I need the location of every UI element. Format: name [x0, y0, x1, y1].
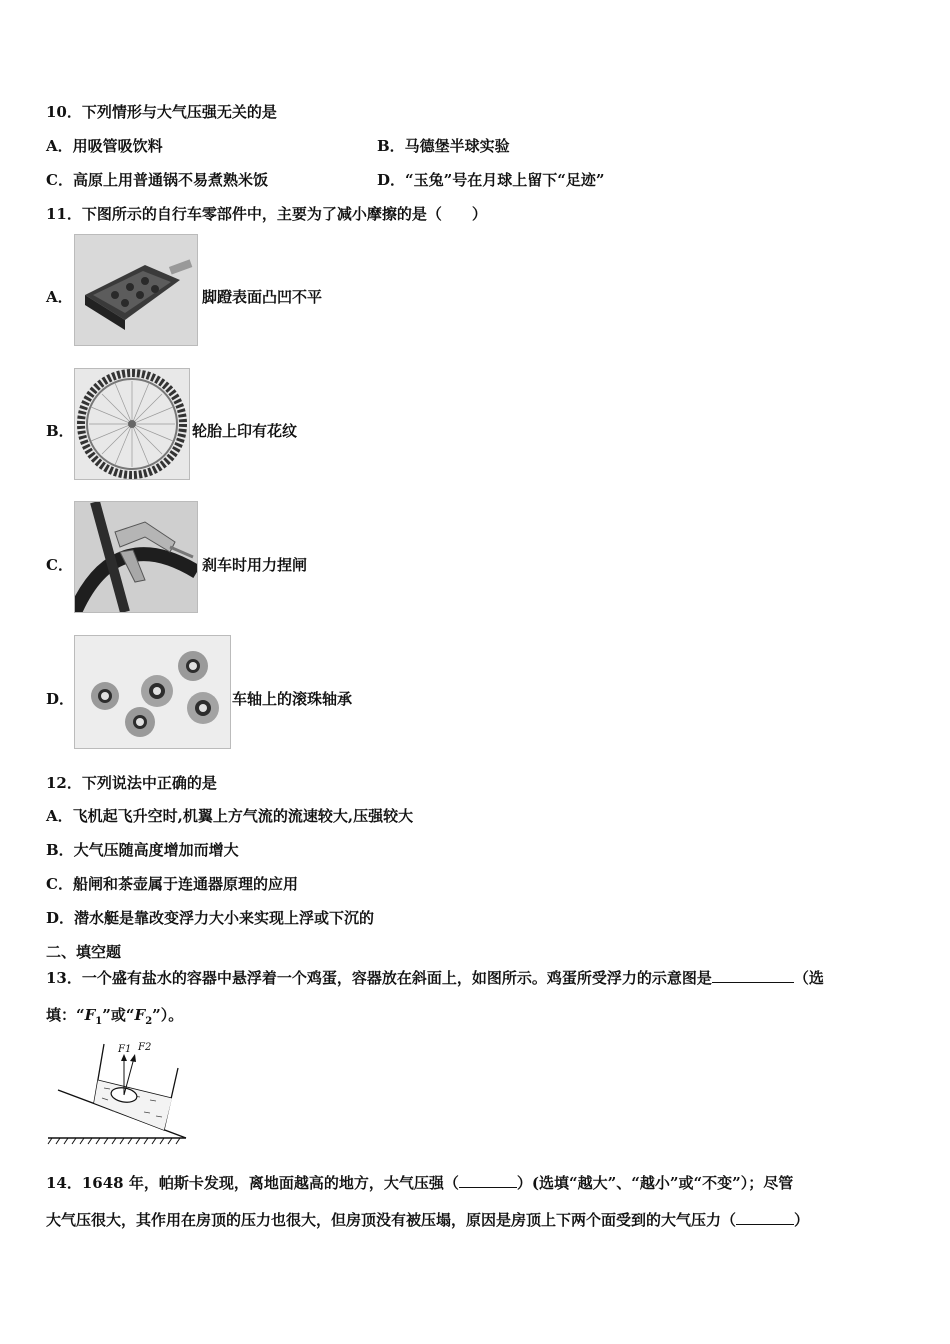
q10-option-d: D．“玉兔”号在月球上留下“足迹” [377, 171, 605, 189]
q14-line2 [46, 1210, 809, 1230]
q14-line1 [46, 1173, 793, 1193]
section-heading: 二、填空题 [46, 943, 122, 961]
q13-line2-a: 填：“ [46, 1006, 85, 1024]
q13-fig-f2-label: F2 [138, 1042, 152, 1053]
q11-option-c-letter: C． [46, 556, 73, 574]
q11-option-b-letter: B． [46, 422, 74, 440]
q12-option-a: A．飞机起飞升空时,机翼上方气流的流速较大,压强较大 [46, 807, 414, 825]
q10-option-b: B．马德堡半球实验 [377, 137, 510, 155]
q13-f1: F [84, 1006, 96, 1024]
q10-option-c: C．高原上用普通锅不易煮熟米饭 [46, 171, 268, 189]
bicycle-wheel-image [74, 368, 190, 480]
ball-bearings-image [74, 635, 231, 749]
q13-f2: F [134, 1006, 146, 1024]
q10-stem: 10．下列情形与大气压强无关的是 [46, 103, 277, 121]
q12-stem: 12．下列说法中正确的是 [46, 774, 217, 792]
q14-line1-b: ）(选填“越大”、“越小”或“不变”）；尽管 [516, 1174, 794, 1192]
q13-f2-sub: 2 [145, 1016, 153, 1027]
q13-line1-text: 13．一个盛有盐水的容器中悬浮着一个鸡蛋，容器放在斜面上，如图所示。鸡蛋所受浮力的示意图是 [46, 969, 712, 987]
q14-blank-2[interactable] [736, 1210, 794, 1225]
q11-option-c-text: 刹车时用力捏闸 [202, 556, 308, 574]
q14-line2-a: 大气压很大，其作用在房顶的压力也很大，但房顶没有被压塌，原因是房顶上下两个面受到的大气压力（ [46, 1211, 737, 1229]
bicycle-pedal-image [74, 234, 198, 346]
q10-option-a: A．用吸管吸饮料 [46, 137, 163, 155]
q12-option-c: C．船闸和茶壶属于连通器原理的应用 [46, 875, 298, 893]
q13-line2 [46, 1005, 183, 1032]
q13-line2-b: ”或“ [102, 1006, 135, 1024]
q14-blank-1[interactable] [459, 1173, 517, 1188]
q13-line1-end: （选 [793, 969, 824, 987]
q13-line2-c: ”）。 [152, 1006, 184, 1024]
bicycle-brake-image [74, 501, 198, 613]
q13-figure [46, 1040, 191, 1148]
q13-f1-sub: 1 [95, 1016, 103, 1027]
q13-line1 [46, 968, 824, 988]
q11-option-d-letter: D． [46, 690, 75, 708]
q11-option-a-text: 脚蹬表面凸凹不平 [202, 288, 323, 306]
q11-stem: 11．下图所示的自行车零部件中，主要为了减小摩擦的是（ ） [46, 205, 487, 223]
q14-line2-b: ） [794, 1211, 810, 1229]
q11-option-a-letter: A． [46, 288, 73, 306]
q11-option-b-text: 轮胎上印有花纹 [192, 422, 298, 440]
q12-option-b: B．大气压随高度增加而增大 [46, 841, 239, 859]
q12-option-d: D．潜水艇是靠改变浮力大小来实现上浮或下沉的 [46, 909, 375, 927]
q11-option-d-text: 车轴上的滚珠轴承 [232, 690, 353, 708]
q14-line1-a: 14．1648 年，帕斯卡发现，离地面越高的地方，大气压强（ [46, 1174, 459, 1192]
q13-answer-blank[interactable] [712, 968, 794, 983]
q13-fig-f1-label: F1 [118, 1044, 132, 1055]
